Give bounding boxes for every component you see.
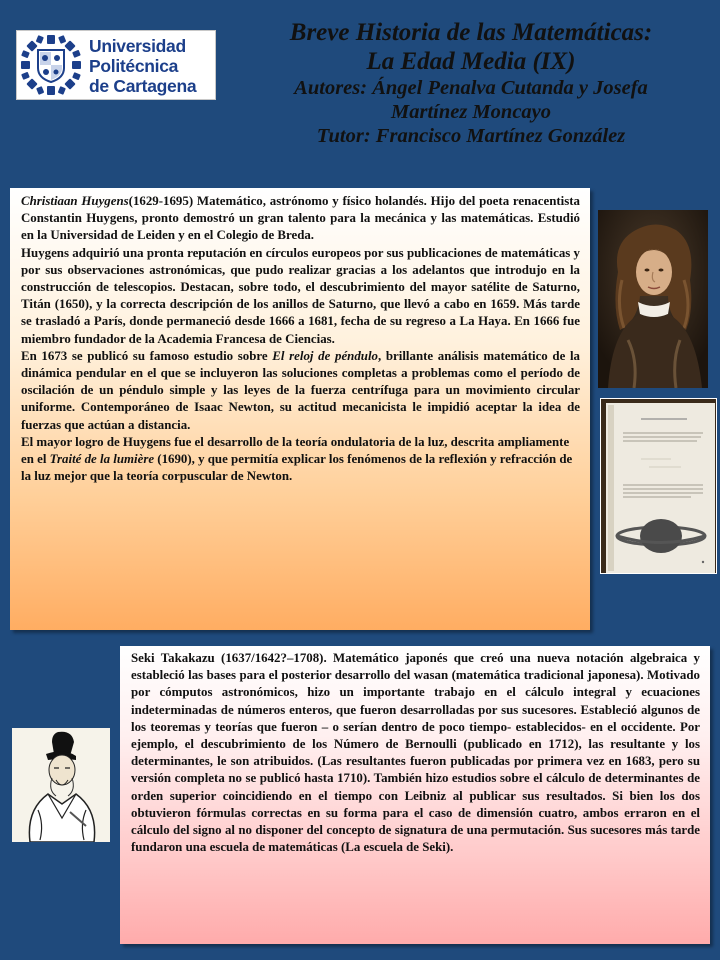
seki-portrait-drawing	[12, 728, 110, 842]
huygens-p4-rest: (1690), y que permitía explicar los fenómenos de la reflexión y refracción de la luz mejor que la teoría corpuscular de Newton.	[21, 452, 573, 484]
huygens-p4-work: Traité de la lumière	[49, 452, 155, 467]
seki-text-box	[120, 646, 710, 944]
tutor-line: Tutor: Francisco Martínez González	[316, 125, 626, 147]
huygens-paragraph-2: Huygens adquirió una pronta reputación en círculos europeos por sus publicaciones de matemáticas y por sus observaciones astronómicas, que pudo realizar gracias a los adelantos que introdujo en la construcción de telescopios. Destacan, sobre todo, el descubrimiento del mayor satélite de Saturno, Titán (1650), y la correcta descripción de los anillos de Saturno, que llevó a cabo en 1659. Más tarde se trasladó a París, donde permaneció desde 1666 a 1681, fecha de su regreso a La Haya. En 1666 fue miembro fundador de la Academia Francesa de Ciencias.	[21, 245, 580, 346]
huygens-p3-rest: , brillante análisis matemático de la dinámica pendular en el que se incluyeron las soluciones completas a problemas como el período de oscilación de un péndulo simple y las leyes de la fuerza centrífuga para un movimiento circular uniforme. Contemporáneo de Isaac Newton, su actitud mecanicista le impidió aceptar la idea de fuerzas que actúan a distancia.	[21, 348, 580, 432]
saturn-book-drawing	[601, 399, 717, 574]
huygens-paragraph-1	[21, 193, 580, 245]
huygens-portrait	[598, 210, 708, 388]
huygens-p1-text: (1629-1695) Matemático, astrónomo y físico holandés. Hijo del poeta renacentista Constantin Huygens, pronto demostró un gran talento para la mecánica y las matemáticas. Estudió en la Universidad de Leiden y en el Colegio de Breda.	[21, 194, 580, 243]
university-logo	[16, 30, 216, 100]
logo-text-line1: Universidad	[89, 36, 186, 56]
huygens-text-box	[10, 188, 590, 630]
upct-shield-icon	[20, 34, 82, 96]
title-line1: Breve Historia de las Matemáticas:	[289, 19, 653, 46]
authors-line2: Martínez Moncayo	[390, 101, 552, 123]
seki-portrait	[12, 728, 110, 842]
poster-header	[226, 18, 716, 148]
title-line2: La Edad Media (IX)	[366, 48, 576, 75]
logo-text-line3: de Cartagena	[89, 76, 197, 96]
huygens-portrait-drawing	[598, 210, 708, 388]
huygens-name: Christiaan Huygens	[21, 194, 129, 208]
huygens-p4-start: El mayor logro de Huygens fue el desarrollo de la teoría ondulatoria de la luz, descrita ampliamente en el	[21, 434, 570, 467]
huygens-p3-start: En 1673 se publicó su famoso estudio sobre	[21, 348, 273, 363]
saturn-book-page	[600, 398, 717, 574]
logo-text-line2: Politécnica	[89, 56, 179, 76]
huygens-p3-work: El reloj de péndulo	[272, 348, 378, 363]
logo-text	[89, 36, 214, 96]
huygens-paragraph-4	[21, 434, 580, 486]
authors-line1: Autores: Ángel Penalva Cutanda y Josefa	[294, 77, 648, 99]
huygens-paragraph-3	[21, 348, 580, 434]
seki-paragraph: Seki Takakazu (1637/1642?–1708). Matemático japonés que creó una nueva notación algebraica y estableció las bases para el posterior desarrollo del wasan (matemática tradicional japonesa). Motivado por cómputos astronómicos, hizo un importante trabajo en el cálculo integral y ecuaciones indeterminadas de números enteros, que fueron desarrolladas por sus sucesores. Estableció algunos de los teoremas y teorías que fueron – o serían dentro de poco tiempo- establecidos- en el occidente. Por ejemplo, el descubrimiento de los Número de Bernoulli (publicado en 1712), las resultante y los determinantes, le son atribuidos. (Las resultantes fueron publicadas por primera vez en 1683, pero su versión completa no se publicó hasta 1710). También hizo estudios sobre el cálculo de determinantes de orden superior coincidiendo en el tiempo con Leibniz al publicar sus resultados. Si bien los dos obtuvieron fórmulas correctas en su forma para el caso de dimensión cuatro, ambos erraron en el cálculo del signo al no disponer del concepto de signatura de una permutación. Sus sucesores más tarde fundaron una escuela de matemáticas (La escuela de Seki).	[131, 651, 700, 855]
